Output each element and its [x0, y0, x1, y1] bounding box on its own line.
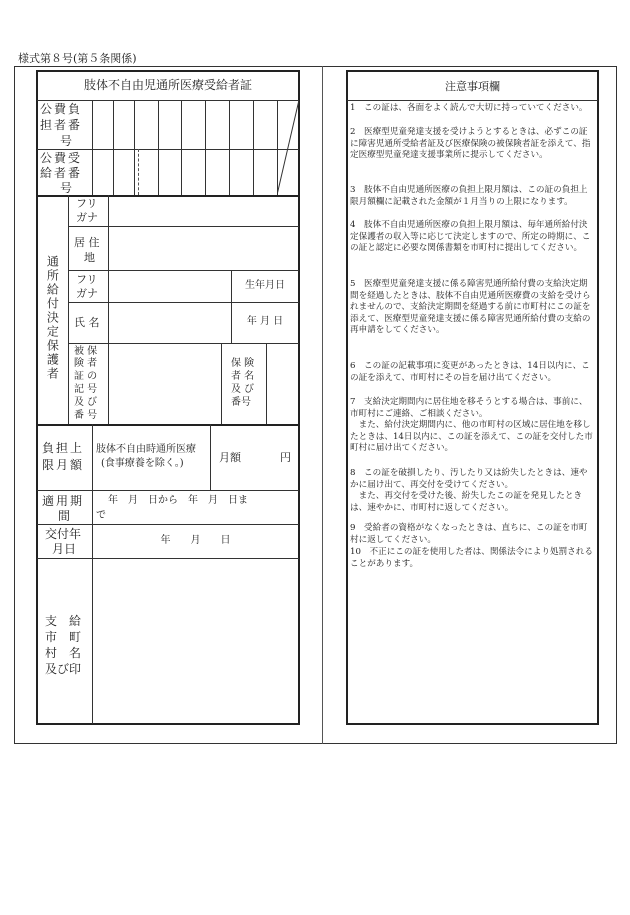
notes-title: 注意事項欄 [445, 80, 500, 93]
insured-card-label: 記 号 [74, 384, 98, 395]
birthdate-label: 生年月日 [245, 280, 285, 291]
furigana-label: フリ [76, 197, 98, 210]
insured-card-label: 証 の [74, 371, 98, 382]
validity-text: 年 月 日から 年 月 日ま [108, 495, 248, 506]
digit-divider [253, 100, 254, 195]
payer-divider [37, 149, 299, 150]
digit-dashed-divider [138, 149, 139, 195]
note-item: 1 この証は、各面をよく読んで大切に持っていてください。 [350, 103, 588, 113]
validity-divider [37, 524, 299, 525]
furigana-label: ガナ [76, 211, 98, 224]
furigana2-divider [68, 302, 299, 303]
furigana-label: フリ [76, 273, 98, 286]
note-item: 4 肢体不自由児通所医療の負担上限月額は、毎年通所給付決定保護者の収入等に応じて決定しますので、所定の時期に、この証と認定に必要な関係書類を市町村に提出してください。 [350, 220, 591, 254]
name-label: 氏 名 [74, 316, 100, 329]
insured-card-label: 番 号 [74, 410, 98, 421]
insured-card-label: 険 者 [74, 358, 98, 369]
address-label: 居 住 [74, 236, 100, 249]
guardian-section-divider [37, 424, 299, 426]
limit-description: (食事療養を除く。) [101, 458, 184, 469]
insurer-label: 番号 [231, 397, 251, 408]
insured-card-label: 及 び [74, 397, 98, 408]
digit-divider [181, 100, 182, 195]
notes-title-divider [347, 100, 598, 101]
municipality-label: 支 給 [45, 614, 82, 628]
field-label-divider [108, 195, 109, 424]
municipality-label: 及び印 [45, 662, 82, 676]
furigana1-divider [68, 226, 299, 227]
issue-date-label: 月日 [52, 542, 77, 556]
limit-label: 負担上 [42, 441, 85, 455]
limit-description: 肢体不自由時通所医療 [96, 444, 196, 455]
digit-divider [205, 100, 206, 195]
fold-line [322, 66, 323, 744]
validity-label: 間 [58, 509, 71, 523]
payer-blank-diagonal [277, 100, 299, 195]
note-item: 5 医療型児童発達支援に係る障害児通所給付費の支給決定期間を経過したときは、肢体不自由児通所医療費の支給を受けられませんので、支給決定期間を経過する前に市町村にこの証を添えて、医療型児童発達支援に係る障害児通所給付費の支給の再申請をしてください。 [350, 279, 591, 336]
recipient-number-label: 公費受 [40, 151, 83, 165]
yen-label: 円 [280, 451, 291, 464]
guardian-section-label: 通所給付決定保護者 [45, 255, 60, 381]
limit-label: 限月額 [42, 458, 85, 472]
certificate-title: 肢体不自由児通所医療受給者証 [83, 78, 252, 92]
note-item: 10 不正にこの証を使用した者は、関係法令により処罰されることがあります。 [350, 547, 593, 569]
municipality-label-divider [92, 558, 93, 724]
issue-date-label: 交付年 [45, 527, 82, 541]
limit-label-divider [92, 424, 93, 490]
insurer-divider [221, 343, 222, 424]
insurer-label: 保 険 [231, 358, 255, 369]
insurer-value-divider [266, 343, 267, 424]
digit-divider [113, 100, 114, 195]
insured-card-label: 被 保 [74, 346, 98, 357]
note-item: 8 この証を破損したり、汚したり又は紛失したときは、速やかに届け出て、再交付を受けてください。 また、再交付を受けた後、紛失したこの証を発見したときは、速やかに、市町村に返してください。 [350, 468, 588, 513]
insurer-label: 者 名 [231, 371, 255, 382]
municipality-label: 村 名 [45, 646, 82, 660]
note-item: 9 受給者の資格がなくなったときは、直ちに、この証を市町村に返してください。 [350, 523, 588, 545]
note-item: 6 この証の記載事項に変更があったときは、14日以内に、この証を添えて、市町村にその旨を届け出てください。 [350, 361, 590, 383]
address-label: 地 [84, 251, 95, 264]
payer-number-label: 号 [60, 134, 73, 148]
title-divider [37, 100, 299, 101]
recipient-number-label: 給者番 [40, 166, 83, 180]
insurer-label: 及 び [231, 384, 255, 395]
validity-label: 適用期 [42, 494, 85, 508]
payer-number-label: 担者番 [40, 118, 83, 132]
validity-text: で [96, 510, 106, 521]
monthly-label: 月額 [219, 451, 241, 464]
recipient-number-label: 号 [60, 181, 73, 195]
address-divider [68, 270, 299, 271]
number-label-divider [92, 100, 93, 195]
name-divider [68, 343, 299, 344]
note-item: 2 医療型児童発達支援を受けようとするときは、必ずこの証に障害児通所受給者証及び医療保険の被保険者証を添えて、指定医療型児童発達支援事業所に提示してください。 [350, 127, 591, 161]
digit-divider [229, 100, 230, 195]
digit-divider [158, 100, 159, 195]
limit-value-divider [210, 424, 211, 490]
guardian-label-divider [68, 195, 69, 424]
birthdate-placeholder: 年 月 日 [246, 316, 284, 327]
validity-label-divider [92, 490, 93, 558]
note-item: 3 肢体不自由児通所医療の負担上限月額は、この証の負担上限月額欄に記載された金額が１月当りの上限になります。 [350, 185, 588, 207]
issue-date-text: 年 月 日 [160, 535, 231, 546]
limit-divider [37, 490, 299, 491]
payer-number-label: 公費負 [40, 102, 83, 116]
issue-divider [37, 558, 299, 559]
furigana-label: ガナ [76, 287, 98, 300]
note-item: 7 支給決定期間内に居住地を移そうとする場合は、事前に、市町村にご連絡、ご相談ください。 また、給付決定期間内に、他の市町村の区域に居住地を移したときは、14日以内に、この証を添えて、この証を交付した市町村に届け出てください。 [350, 397, 593, 454]
municipality-label: 市 町 [45, 630, 82, 644]
form-caption: 様式第８号(第５条関係) [18, 52, 137, 65]
digit-divider [134, 100, 135, 195]
